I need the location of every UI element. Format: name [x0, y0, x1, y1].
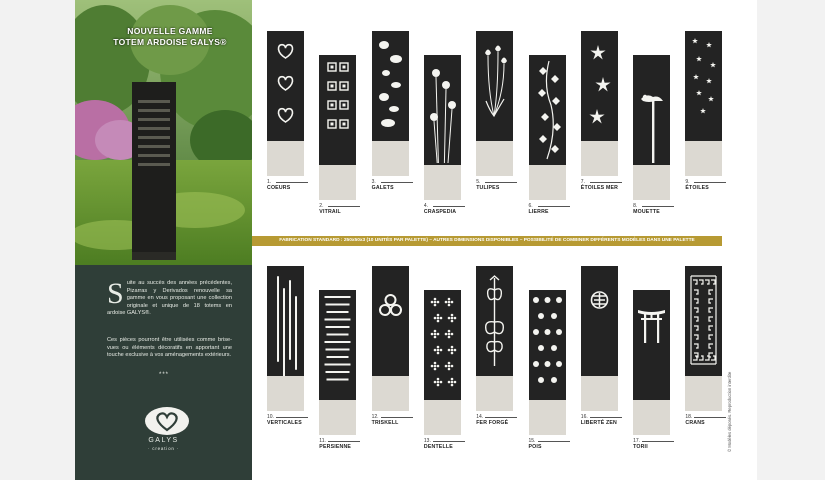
totem-number: 1.: [267, 179, 272, 185]
totem-base: [372, 141, 409, 176]
totem-rule: [538, 206, 570, 207]
craspedia-flowers-icon: [424, 55, 461, 165]
totem-slate: [633, 290, 670, 400]
left-margin: [0, 0, 75, 480]
dropcap: S: [107, 277, 124, 310]
photo-title-line2: TOTEM ARDOISE GALYS®: [113, 37, 227, 47]
totem-base: [529, 165, 566, 200]
totem-craspedia-flowers: [424, 55, 461, 230]
garden-photo: [75, 0, 252, 265]
totem-base: [633, 165, 670, 200]
photo-title-line1: NOUVELLE GAMME: [127, 26, 213, 36]
totem-rule: [694, 182, 726, 183]
logo-name: GALYS: [148, 437, 179, 444]
totem-base: [372, 376, 409, 411]
totem-name: CRANS: [685, 420, 705, 426]
totem-triskelion: [372, 266, 409, 441]
totem-rule: [590, 417, 622, 418]
totem-rule: [381, 182, 413, 183]
totem-number: 13.: [423, 438, 431, 444]
totem-slate: [633, 55, 670, 165]
left-column: [75, 0, 252, 480]
totem-number: 3.: [371, 179, 376, 185]
totem-base: [476, 376, 513, 411]
totem-stained-glass: [319, 55, 356, 230]
totem-name: DENTELLE: [423, 444, 453, 450]
totem-number: 15.: [528, 438, 536, 444]
stars-icon: [685, 31, 722, 141]
totem-base: [476, 141, 513, 176]
totem-louvres: [319, 290, 356, 465]
totem-rule: [642, 441, 674, 442]
totem-name: MOUETTE: [633, 209, 660, 215]
totem-name: ÉTOILES: [685, 185, 709, 191]
totem-number: 16.: [580, 414, 588, 420]
totem-number: 7.: [580, 179, 585, 185]
starfish-icon: [581, 31, 618, 141]
dots-icon: [529, 290, 566, 400]
zen-symbol-icon: [581, 266, 618, 376]
totem-number: 2.: [319, 203, 324, 209]
totem-name: CRASPEDIA: [423, 209, 457, 215]
totem-name: FER FORGÉ: [476, 420, 509, 426]
totem-number: 9.: [685, 179, 690, 185]
totem-slate: [476, 31, 513, 141]
totem-name: GALETS: [371, 185, 394, 191]
totem-slate: [685, 31, 722, 141]
totem-name: PERSIENNE: [319, 444, 352, 450]
totem-rule: [433, 206, 465, 207]
totem-slate: [372, 266, 409, 376]
totem-number: 14.: [476, 414, 484, 420]
totem-number: 6.: [528, 203, 533, 209]
totem-slate: [372, 31, 409, 141]
totem-rule: [642, 206, 674, 207]
totem-base: [633, 400, 670, 435]
totem-greek-key: [685, 266, 722, 441]
totem-tulips: [476, 31, 513, 206]
totem-rule: [276, 417, 308, 418]
totem-name: LIBERTÉ ZEN: [580, 420, 618, 426]
totem-name: VITRAIL: [319, 209, 341, 215]
totem-slate: [581, 31, 618, 141]
totem-base: [319, 400, 356, 435]
totem-lace: [424, 290, 461, 465]
intro-text-1: uite au succès des années précédentes, Pizarras y Derivados renouvelle sa gamme en vous proposant une collection originale et unique de 18 totems en ardoise GALYS®.: [107, 280, 232, 317]
ivy-icon: [529, 55, 566, 165]
totem-torii-gate: [633, 290, 670, 465]
totem-rule: [485, 182, 517, 183]
totem-slate: [529, 290, 566, 400]
triskelion-icon: [372, 266, 409, 376]
totem-number: 11.: [319, 438, 326, 444]
totem-base: [581, 141, 618, 176]
heart-stone-icon: [143, 405, 191, 437]
totem-slate: [424, 55, 461, 165]
totem-hearts: [267, 31, 304, 206]
wrought-iron-icon: [476, 266, 513, 376]
totem-base: [267, 141, 304, 176]
totem-rule: [328, 441, 360, 442]
totem-slate: [529, 55, 566, 165]
totem-slate: [581, 266, 618, 376]
lace-icon: [424, 290, 461, 400]
totem-rule: [433, 441, 465, 442]
totem-seagull: [633, 55, 670, 230]
totem-pebbles: [372, 31, 409, 206]
vertical-lines-icon: [267, 266, 304, 376]
totem-name: TORII: [633, 444, 648, 450]
logo-subtitle: · creation ·: [147, 446, 180, 451]
totem-number: 10.: [267, 414, 274, 420]
totem-rule: [538, 441, 570, 442]
totem-slate: [319, 55, 356, 165]
louvres-icon: [319, 290, 356, 400]
totem-base: [267, 376, 304, 411]
totem-slate: [424, 290, 461, 400]
totem-dots: [529, 290, 566, 465]
totem-base: [581, 376, 618, 411]
totem-name: POIS: [528, 444, 542, 450]
totem-rule: [485, 417, 517, 418]
totem-name: COEURS: [267, 185, 291, 191]
totem-name: TULIPES: [476, 185, 500, 191]
totem-rule: [328, 206, 360, 207]
hearts-icon: [267, 31, 304, 141]
right-margin: [757, 0, 825, 480]
intro-paragraph-2: Ces pièces pourront être utilisées comme brise-vues ou éléments décoratifs en apportant une touche exclusive à vos aménagements extérieurs.: [107, 337, 232, 359]
totem-slate: [267, 31, 304, 141]
standard-banner: FABRICATION STANDARD : 250x50x3 (10 UNITÉS PAR PALETTE) – AUTRES DIMENSIONS DISPONIBLES – POSSIBILITÉ DE COMBINER DIFFÉRENTS MODÈLES DANS UNE PALETTE: [252, 236, 722, 246]
totem-zen-symbol: [581, 266, 618, 441]
totem-base: [529, 400, 566, 435]
totem-number: 8.: [633, 203, 638, 209]
totem-wrought-iron: [476, 266, 513, 441]
totem-number: 5.: [476, 179, 481, 185]
tulips-icon: [476, 31, 513, 141]
totem-base: [424, 165, 461, 200]
totem-number: 18.: [685, 414, 693, 420]
totem-rule: [590, 182, 622, 183]
totem-slate: [319, 290, 356, 400]
totem-name: TRISKELL: [371, 420, 399, 426]
copyright-note: © Modèles déposés. Reproduction interdite: [727, 371, 732, 452]
totem-ivy: [529, 55, 566, 230]
totem-number: 12.: [371, 414, 379, 420]
totem-slate: [267, 266, 304, 376]
totem-number: 4.: [423, 203, 429, 209]
totem-base: [685, 141, 722, 176]
totem-base: [424, 400, 461, 435]
pebbles-icon: [372, 31, 409, 141]
totem-rule: [694, 417, 726, 418]
totem-number: 17.: [633, 438, 641, 444]
torii-gate-icon: [633, 290, 670, 400]
intro-panel: [75, 265, 252, 480]
separator-stars: ***: [159, 372, 170, 378]
totem-stars: [685, 31, 722, 206]
totem-vertical-lines: [267, 266, 304, 441]
totem-base: [685, 376, 722, 411]
greek-key-icon: [685, 266, 722, 376]
totem-name: ÉTOILES MER: [580, 185, 619, 191]
totem-rule: [381, 417, 413, 418]
totem-name: VERTICALES: [267, 420, 302, 426]
seagull-icon: [633, 55, 670, 165]
totem-rule: [276, 182, 308, 183]
photo-title: [95, 26, 245, 48]
stained-glass-icon: [319, 55, 356, 165]
totem-name: LIERRE: [528, 209, 549, 215]
totem-starfish: [581, 31, 618, 206]
totem-slate: [685, 266, 722, 376]
intro-paragraph-1: [107, 277, 232, 318]
totem-slate: [476, 266, 513, 376]
totem-base: [319, 165, 356, 200]
